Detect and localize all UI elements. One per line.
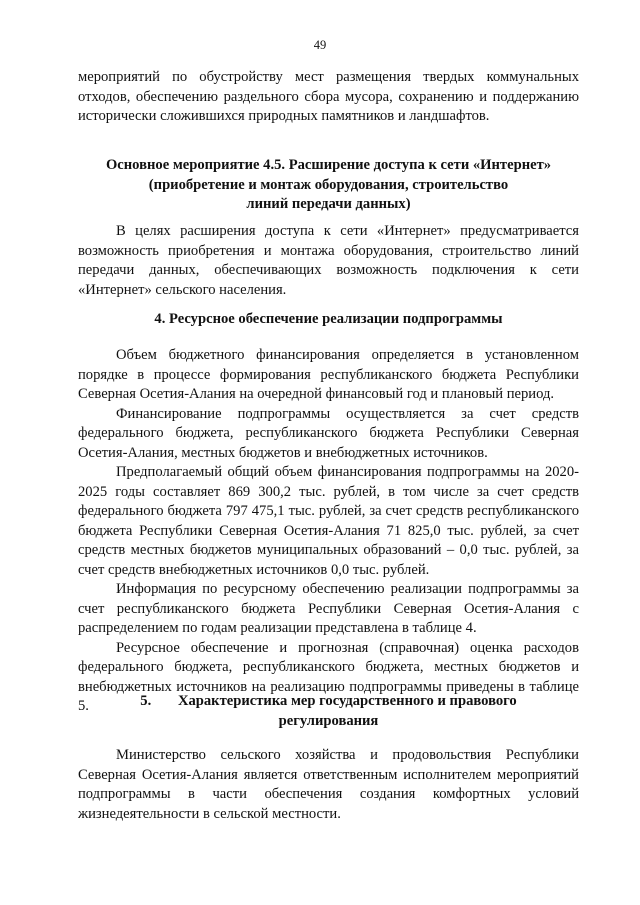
- section-5-title-line1: Характеристика мер государственного и правового: [177, 693, 517, 709]
- measure-4-5-paragraph: В целях расширения доступа к сети «Интернет» предусматривается возможность приобретения и монтажа оборудования, строительство линий передачи данных, обеспечивающих возможность подключения к сети «Интернет» сельского населения.: [78, 223, 579, 298]
- section-4-heading: [78, 310, 579, 330]
- measure-4-5-title-line2: (приобретение и монтаж оборудования, строительство: [148, 176, 509, 193]
- page-number: 49: [313, 38, 327, 52]
- section-5-title-line2: регулирования: [278, 712, 379, 729]
- section-4-paragraph-3: Предполагаемый общий объем финансирования подпрограммы на 2020-2025 годы составляет 869 300,2 тыс. рублей, в том числе за счет средств федерального бюджета 797 475,1 тыс. рублей, за счет средств республиканского бюджета Республики Северная Осетия-Алания 71 825,0 тыс. рублей, за счет средств местных бюджетов муниципальных образований – 0,0 тыс. рублей, за счет средств внебюджетных источников 0,0 тыс. рублей.: [78, 464, 579, 578]
- intro-paragraph: мероприятий по обустройству мест размещения твердых коммунальных отходов, обеспечению раздельного сбора мусора, сохранению и поддержанию исторически сложившихся природных памятников и ландшафтов.: [78, 69, 579, 124]
- section-4-paragraph-2: Финансирование подпрограммы осуществляется за счет средств федерального бюджета, республиканского бюджета Республики Северная Осетия-Алания, местных бюджетов и внебюджетных источников.: [78, 405, 579, 461]
- section-4-body: [78, 346, 579, 717]
- section-5-paragraph: Министерство сельского хозяйства и продовольствия Республики Северная Осетия-Алания является ответственным исполнителем мероприятий подпрограммы в части обеспечения создания комфортных условий жизнедеятельности в сельской местности.: [78, 747, 579, 822]
- section-4-paragraph-4: Информация по ресурсному обеспечению реализации подпрограммы за счет республиканского бюджета Республики Северная Осетия-Алания с распределением по годам реализации представлена в таблице 4.: [78, 581, 579, 636]
- measure-4-5-body: [78, 222, 579, 300]
- measure-4-5-title-line1: Основное мероприятие 4.5. Расширение доступа к сети «Интернет»: [105, 157, 552, 173]
- section-4-paragraph-5: Ресурсное обеспечение и прогнозная (справочная) оценка расходов федерального бюджета, республиканского бюджета, местных бюджетов и внебюджетных источников на реализацию подпрограммы приведены в таблице 5.: [78, 639, 579, 714]
- intro-block: [78, 68, 579, 127]
- section-4-paragraph-1: Объем бюджетного финансирования определяется в установленном порядке в процессе формирования республиканского бюджета Республики Северная Осетия-Алания на очередной финансовый год и плановый период.: [78, 347, 579, 402]
- section-5-number: 5.: [140, 693, 152, 709]
- section-5-body: [78, 746, 579, 824]
- measure-4-5-heading: [78, 156, 579, 215]
- section-4-title: 4. Ресурсное обеспечение реализации подпрограммы: [154, 311, 503, 327]
- measure-4-5-title-line3: линий передачи данных): [246, 196, 411, 212]
- section-5-heading: [78, 692, 579, 731]
